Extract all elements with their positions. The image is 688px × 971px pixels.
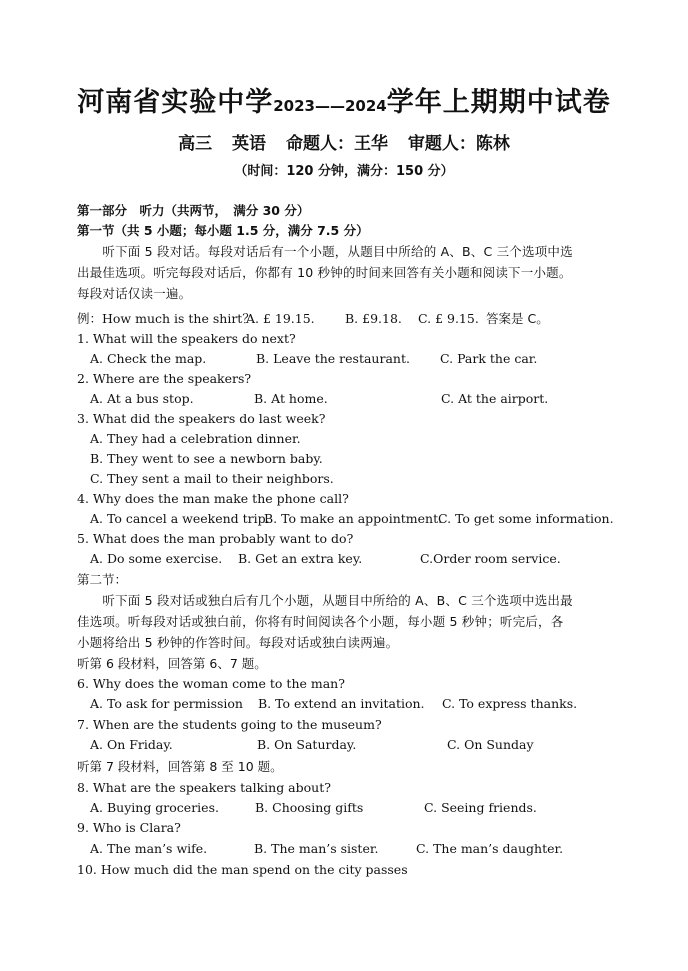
option-c: C. They sent a mail to their neighbors. <box>90 471 334 486</box>
question-stem: 3. What did the speakers do last week? <box>77 411 326 426</box>
option-b: B. Choosing gifts <box>255 800 364 815</box>
section2-instruction-line: 佳选项。听每段对话或独白前，你将有时间阅读各个小题，每小题 5 秒钟；听完后，各 <box>77 614 564 629</box>
option-a: A. To ask for permission <box>90 696 243 711</box>
option-b: B. Leave the restaurant. <box>256 351 410 366</box>
option-a: A. Do some exercise. <box>90 551 223 566</box>
question-stem: 5. What does the man probably want to do? <box>77 531 354 546</box>
option-a: A. At a bus stop. <box>90 391 194 406</box>
option-b: B. On Saturday. <box>257 737 357 752</box>
option-c: C. Seeing friends. <box>424 800 537 815</box>
material-heading: 听第 6 段材料，回答第 6、7 题。 <box>77 656 267 671</box>
option-a: A. Check the map. <box>90 351 207 366</box>
option-c: C. On Sunday <box>447 737 534 752</box>
subject-label: 英语 <box>232 134 267 154</box>
option-c: C. At the airport. <box>441 391 549 406</box>
example-option-c: C. £ 9.15. <box>418 311 479 326</box>
question-stem: 1. What will the speakers do next? <box>77 331 296 346</box>
option-c: C. To get some information. <box>438 511 614 526</box>
option-b: B. To extend an invitation. <box>258 696 425 711</box>
part1-heading: 第一部分 听力（共两节， 满分 30 分） <box>77 203 310 218</box>
question-stem: 9. Who is Clara? <box>77 820 181 835</box>
question-stem: 10. How much did the man spend on the city passes <box>77 862 408 877</box>
option-b: B. To make an appointment. <box>264 511 443 526</box>
option-a: A. The man’s wife. <box>90 841 208 856</box>
option-b: B. The man’s sister. <box>254 841 379 856</box>
exam-subtitle <box>0 129 688 154</box>
material-heading: 听第 7 段材料，回答第 8 至 10 题。 <box>77 759 283 774</box>
option-a: A. They had a celebration dinner. <box>90 431 301 446</box>
option-b: B. They went to see a newborn baby. <box>90 451 323 466</box>
option-b: B. At home. <box>254 391 328 406</box>
section2-instruction-line: 听下面 5 段对话或独白后有几个小题，从题目中所给的 A、B、C 三个选项中选出最 <box>77 593 573 608</box>
author-label: 命题人：王华 <box>285 134 388 154</box>
time-info: （时间：120 分钟，满分：150 分） <box>234 164 454 179</box>
page-title: 河南省实验中学2023——2024学年上期期中试卷 <box>77 87 611 118</box>
example-option-a: A. £ 19.15. <box>246 311 315 326</box>
option-a: A. Buying groceries. <box>90 800 219 815</box>
section1-heading: 第一节（共 5 小题；每小题 1.5 分，满分 7.5 分） <box>77 223 369 238</box>
section1-instruction-line: 每段对话仅读一遍。 <box>77 286 192 301</box>
question-stem: 6. Why does the woman come to the man? <box>77 676 345 691</box>
option-a: A. To cancel a weekend trip. <box>90 511 270 526</box>
question-stem: 4. Why does the man make the phone call? <box>77 491 349 506</box>
example-answer: 答案是 C。 <box>486 311 549 326</box>
option-a: A. On Friday. <box>90 737 173 752</box>
question-stem: 7. When are the students going to the museum? <box>77 717 382 732</box>
question-stem: 2. Where are the speakers? <box>77 371 252 386</box>
example-stem: 例：How much is the shirt？ <box>77 311 255 326</box>
section2-heading: 第二节： <box>77 572 128 587</box>
section1-instruction-line: 听下面 5 段对话。每段对话后有一个小题，从题目中所给的 A、B、C 三个选项中选 <box>77 244 573 259</box>
option-c: C. To express thanks. <box>442 696 578 711</box>
option-b: B. Get an extra key. <box>238 551 363 566</box>
option-c: C.Order room service. <box>420 551 561 566</box>
example-option-b: B. £9.18. <box>345 311 402 326</box>
option-c: C. Park the car. <box>440 351 538 366</box>
section2-instruction-line: 小题将给出 5 秒钟的作答时间。每段对话或独白读两遍。 <box>77 635 399 650</box>
option-c: C. The man’s daughter. <box>416 841 564 856</box>
grade-label: 高三 <box>178 134 213 154</box>
reviewer-label: 审题人：陈林 <box>407 134 510 154</box>
question-stem: 8. What are the speakers talking about? <box>77 780 331 795</box>
section1-instruction-line: 出最佳选项。听完每段对话后，你都有 10 秒钟的时间来回答有关小题和阅读下一小题。 <box>77 265 572 280</box>
